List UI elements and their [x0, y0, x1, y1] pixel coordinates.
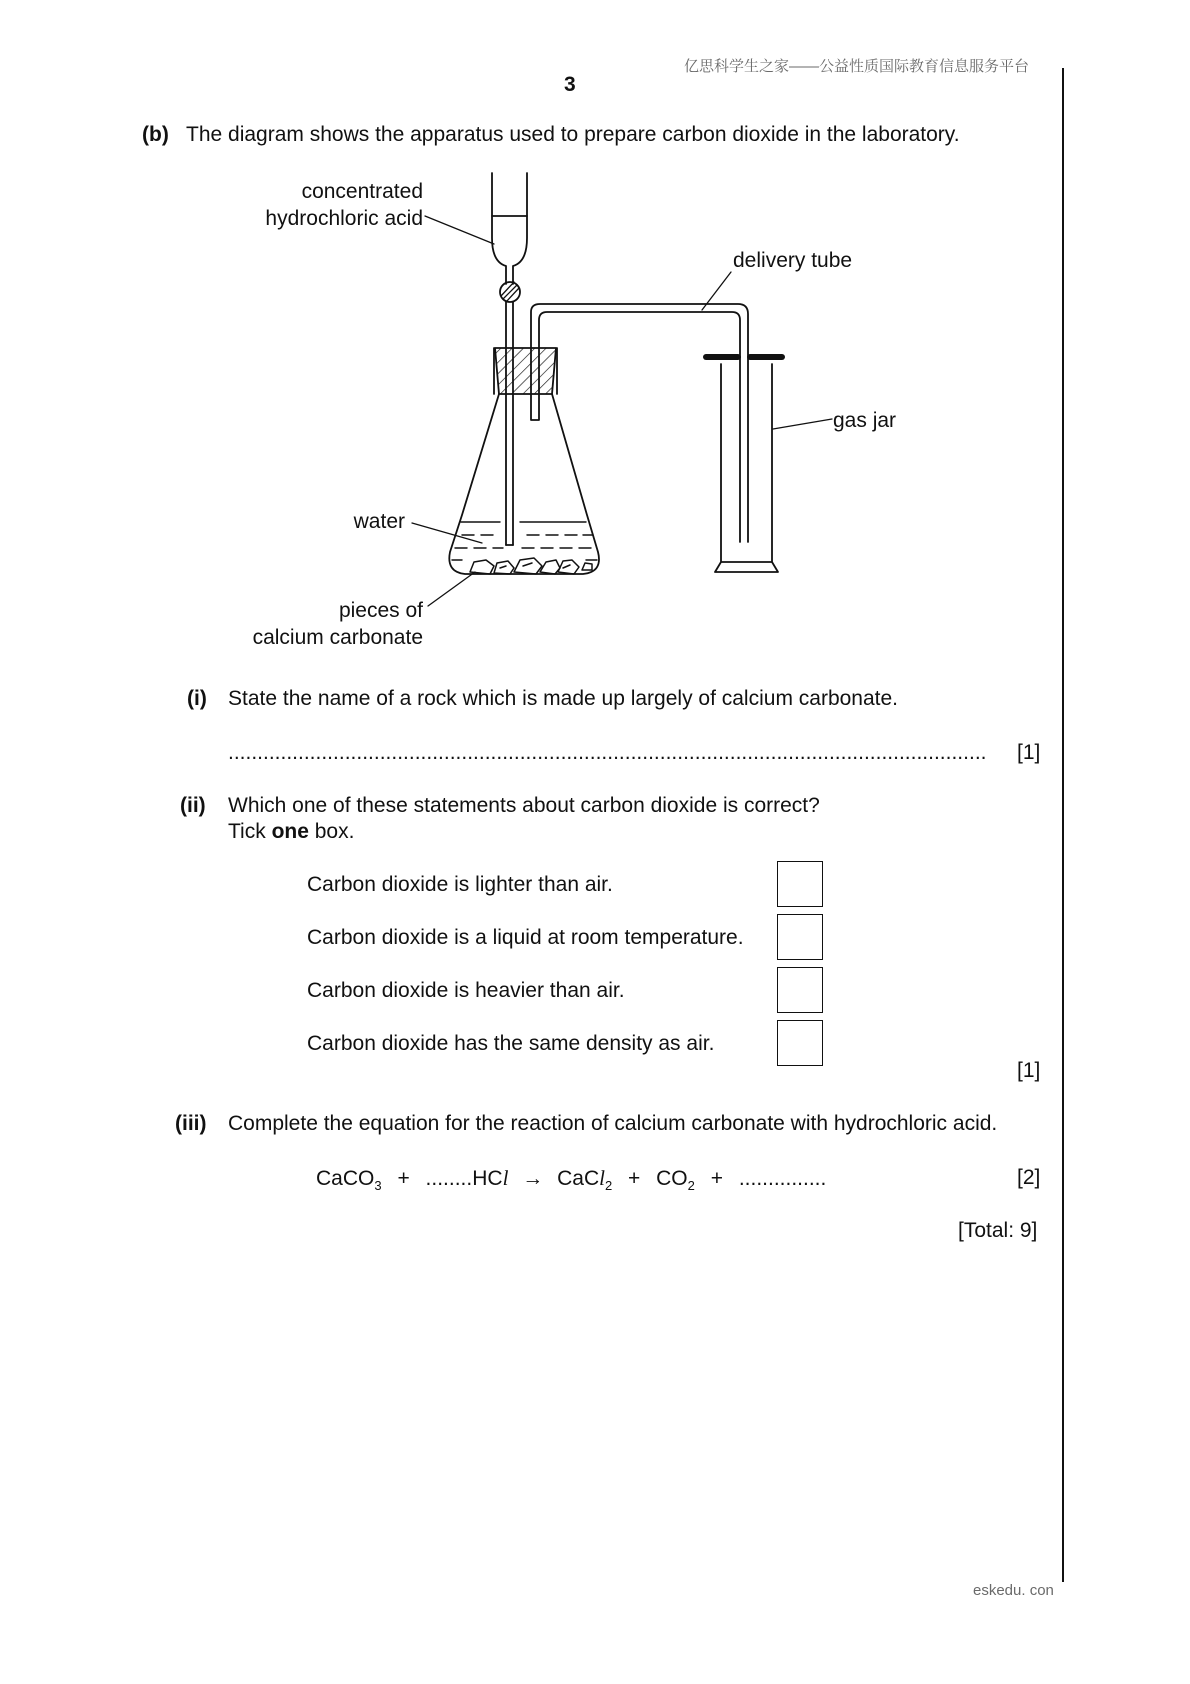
instruction-pre: Tick — [228, 820, 266, 843]
eq-plus-3: + — [710, 1167, 723, 1190]
q-ii-label: (ii) — [180, 794, 206, 817]
q-iii-text: Complete the equation for the reaction of calcium carbonate with hydrochloric acid. — [228, 1112, 998, 1135]
part-b-label: (b) — [142, 123, 169, 146]
q-i-answer-line[interactable]: .................................................................................................................................. — [228, 741, 987, 764]
label-pieces-line1: pieces of — [338, 599, 423, 622]
page-number: 3 — [564, 73, 576, 96]
eq-plus-2: + — [628, 1167, 641, 1190]
q-iii-label: (iii) — [175, 1112, 207, 1135]
delivery-tube — [531, 304, 748, 542]
q-i-text: State the name of a rock which is made up largely of calcium carbonate. — [228, 687, 899, 710]
q-ii-text: Which one of these statements about carbon dioxide is correct? — [228, 794, 820, 817]
dropping-funnel — [492, 173, 527, 284]
q-ii-instruction — [228, 819, 354, 845]
instruction-bold: one — [271, 820, 309, 843]
footer-watermark: eskedu. con — [973, 1582, 1054, 1599]
instruction-post: box. — [314, 820, 355, 843]
equation — [316, 1165, 826, 1192]
label-pieces-line2: calcium carbonate — [252, 626, 423, 649]
eq-caco3: CaCO$_3$ — [316, 1167, 382, 1193]
eq-co2: $CO_2$ — [656, 1167, 695, 1193]
eq-plus-1: + — [397, 1167, 410, 1190]
watermark-header: 亿思科学生之家——公益性质国际教育信息服务平台 — [684, 58, 1030, 75]
option-2-tick-box[interactable] — [777, 914, 823, 960]
total-marks: [Total: 9] — [958, 1219, 1038, 1242]
label-gas-jar: gas jar — [833, 409, 897, 432]
eq-cacl2: CaCl$_2$ — [557, 1166, 613, 1193]
q-ii-marks: [1] — [1017, 1059, 1041, 1082]
eq-product-blank[interactable]: ............... — [738, 1167, 827, 1190]
part-b-intro: The diagram shows the apparatus used to prepare carbon dioxide in the laboratory. — [186, 123, 960, 146]
label-delivery-tube: delivery tube — [733, 249, 853, 272]
stopper — [495, 348, 556, 394]
calcium-carbonate-pieces — [470, 558, 592, 574]
option-1-tick-box[interactable] — [777, 861, 823, 907]
label-acid-line1: concentrated — [301, 180, 423, 203]
option-4-tick-box[interactable] — [777, 1020, 823, 1066]
label-acid-line2: hydrochloric acid — [265, 207, 423, 230]
apparatus-diagram — [0, 0, 1190, 680]
q-i-label: (i) — [187, 687, 207, 710]
option-3-tick-box[interactable] — [777, 967, 823, 1013]
gas-jar — [715, 364, 778, 572]
q-iii-marks: [2] — [1017, 1166, 1041, 1189]
option-4-text: Carbon dioxide has the same density as air. — [307, 1032, 715, 1055]
option-2-text: Carbon dioxide is a liquid at room temperature. — [307, 926, 744, 949]
option-3-text: Carbon dioxide is heavier than air. — [307, 979, 625, 1002]
option-1-text: Carbon dioxide is lighter than air. — [307, 873, 613, 896]
q-i-marks: [1] — [1017, 741, 1041, 764]
eq-arrow: → — [522, 1167, 544, 1190]
conical-flask — [449, 394, 599, 574]
label-water: water — [353, 510, 405, 533]
eq-hcl-blank[interactable]: ........HCl — [425, 1166, 509, 1190]
